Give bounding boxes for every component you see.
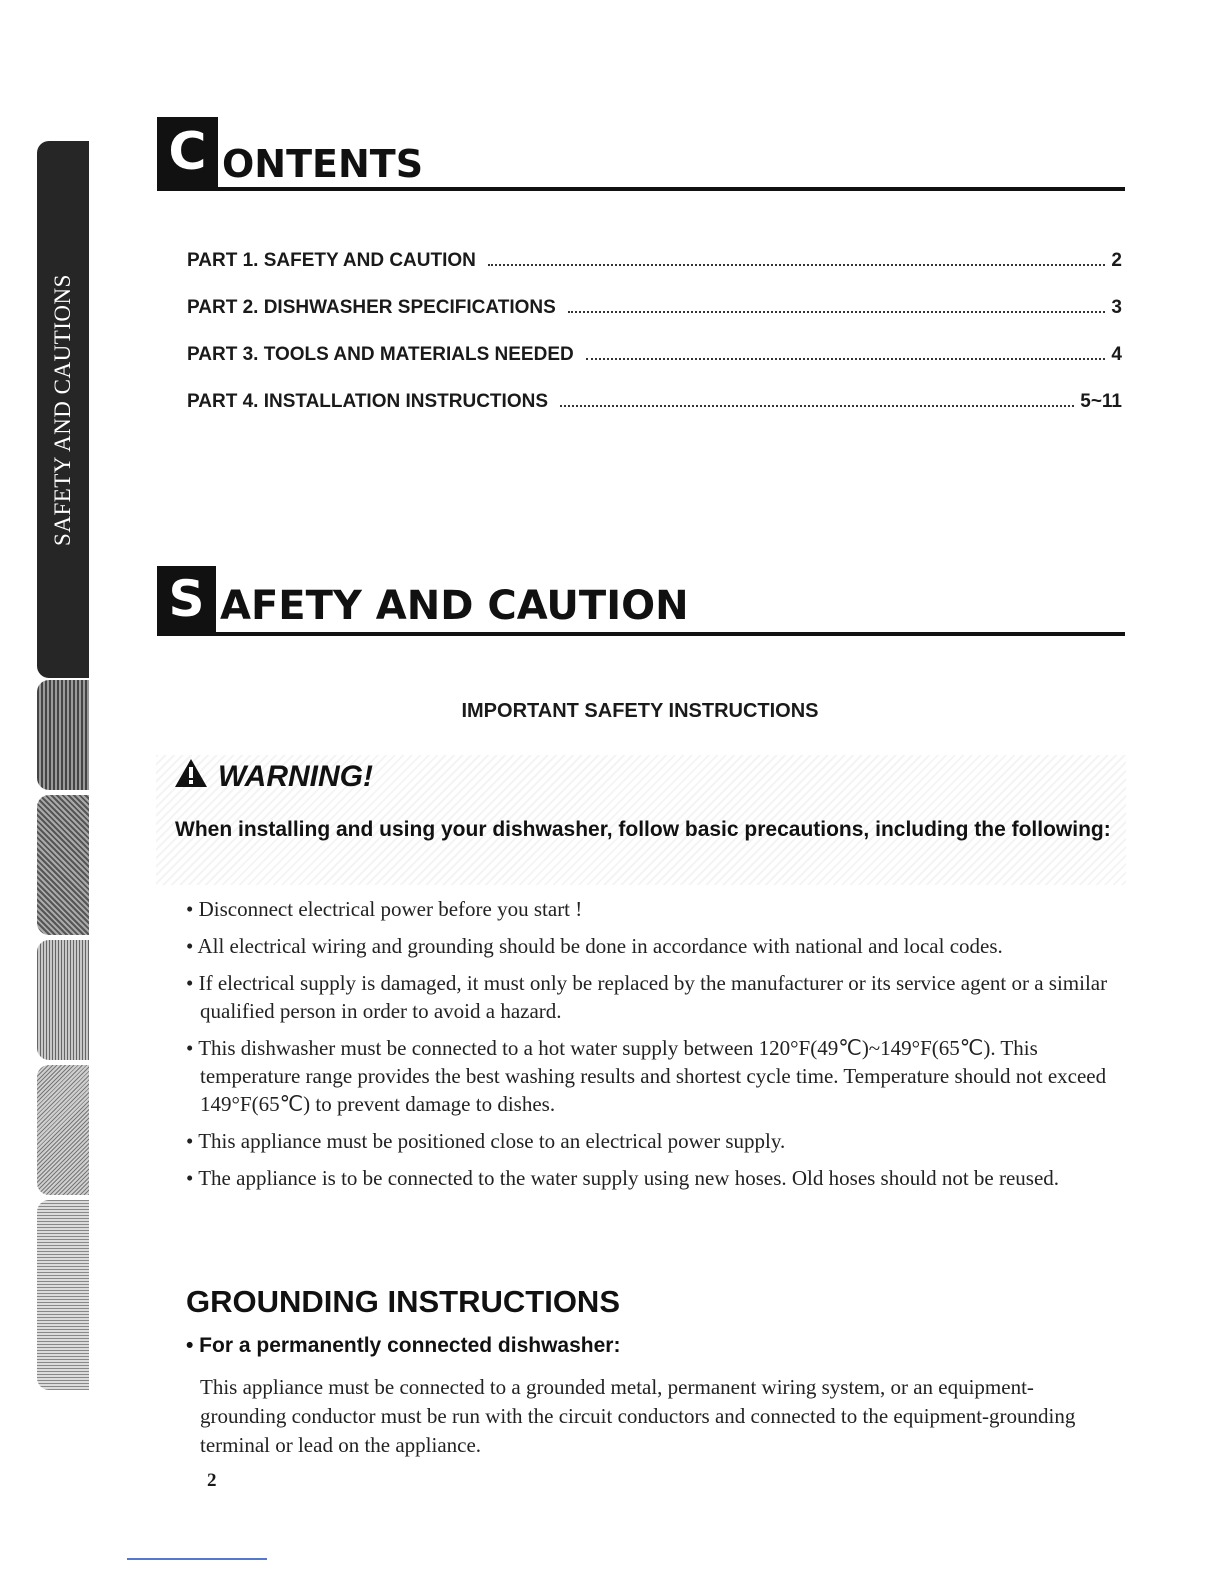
warning-text: When installing and using your dishwasher, follow basic precautions, including the following: xyxy=(175,818,1111,841)
toc-entry[interactable] xyxy=(187,344,1122,391)
warning-heading xyxy=(174,758,373,796)
toc-leader xyxy=(586,358,1106,360)
toc-entry-label: PART 1. SAFETY AND CAUTION xyxy=(187,250,476,271)
grounding-title: GROUNDING INSTRUCTIONS xyxy=(186,1284,620,1319)
toc-entry-label: PART 3. TOOLS AND MATERIALS NEEDED xyxy=(187,344,574,365)
list-item: • This dishwasher must be connected to a hot water supply between 120°F(49℃)~149°F(65℃). This temperature range provides the best washing results and shortest cycle time. Temperature should not exceed 149°F(65℃) to prevent damage to dishes. xyxy=(186,1036,1107,1116)
safety-bullet-list xyxy=(186,895,1121,1201)
table-of-contents xyxy=(187,250,1122,438)
side-tab-label: SAFETY AND CAUTIONS xyxy=(50,274,75,546)
grounding-body: This appliance must be connected to a grounded metal, permanent wiring system, or an equipment-grounding conductor must be run with the circuit conductors and connected to the equipment-grounding terminal or lead on the appliance. xyxy=(200,1375,1076,1457)
contents-heading xyxy=(157,117,1125,191)
side-tab-6 xyxy=(37,1200,89,1390)
side-tab-4 xyxy=(37,940,89,1060)
contents-title: ONTENTS xyxy=(222,142,424,186)
toc-entry-label: PART 4. INSTALLATION INSTRUCTIONS xyxy=(187,391,548,412)
toc-leader xyxy=(488,264,1106,266)
toc-entry-label: PART 2. DISHWASHER SPECIFICATIONS xyxy=(187,297,556,318)
safety-title: AFETY AND CAUTION xyxy=(220,583,689,629)
toc-leader xyxy=(568,311,1106,313)
safety-initial: S xyxy=(157,566,216,632)
toc-entry[interactable] xyxy=(187,250,1122,297)
toc-entry-page: 5~11 xyxy=(1080,391,1122,412)
list-item: • If electrical supply is damaged, it must only be replaced by the manufacturer or its service agent or a similar qualified person in order to avoid a hazard. xyxy=(186,971,1108,1023)
page-number: 2 xyxy=(207,1470,217,1491)
side-tab-5 xyxy=(37,1065,89,1195)
list-item: • This appliance must be positioned close to an electrical power supply. xyxy=(186,1129,786,1153)
safety-heading xyxy=(157,566,1125,636)
toc-entry-page: 3 xyxy=(1111,297,1122,318)
toc-entry[interactable] xyxy=(187,391,1122,438)
warning-triangle-icon xyxy=(174,758,208,796)
bottom-divider xyxy=(127,1558,267,1560)
important-safety-subheading: IMPORTANT SAFETY INSTRUCTIONS xyxy=(461,700,819,722)
toc-entry-page: 4 xyxy=(1111,344,1122,365)
list-item: • All electrical wiring and grounding should be done in accordance with national and local codes. xyxy=(186,934,1003,958)
contents-initial: C xyxy=(157,117,218,187)
list-item: • The appliance is to be connected to the water supply using new hoses. Old hoses should not be reused. xyxy=(186,1166,1060,1190)
side-tab-2 xyxy=(37,680,89,790)
toc-entry-page: 2 xyxy=(1111,250,1122,271)
toc-entry[interactable] xyxy=(187,297,1122,344)
toc-leader xyxy=(560,405,1074,407)
grounding-subtitle: • For a permanently connected dishwasher: xyxy=(186,1334,621,1357)
warning-title: WARNING! xyxy=(218,760,373,793)
list-item: • Disconnect electrical power before you start ! xyxy=(186,897,583,921)
side-tab-3 xyxy=(37,795,89,935)
